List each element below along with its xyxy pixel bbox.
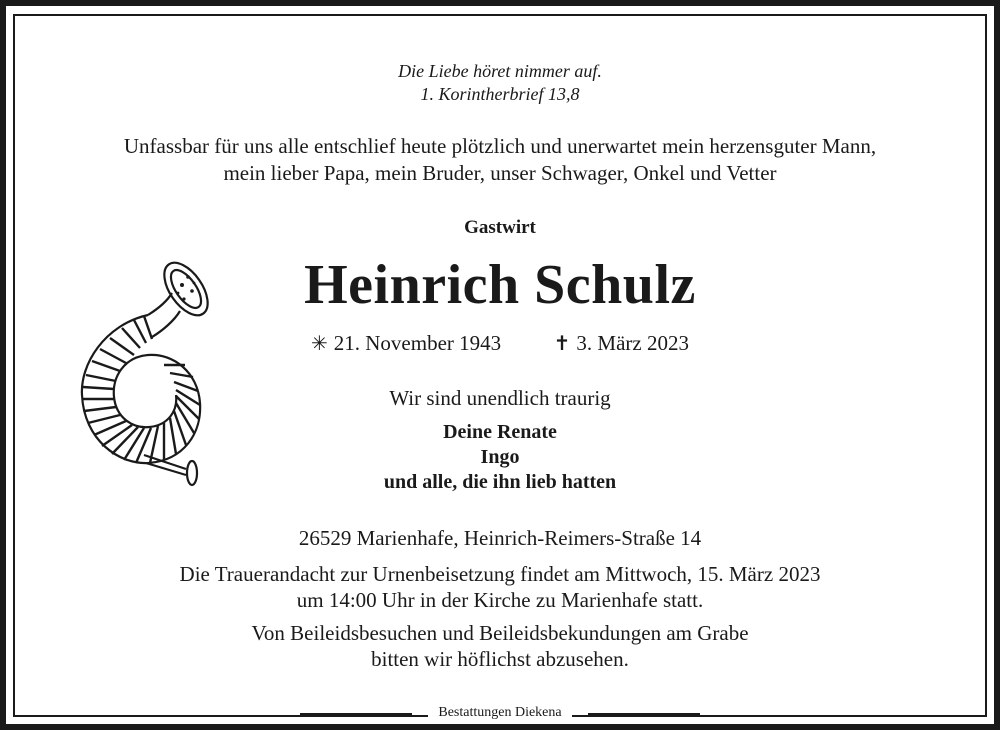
undertaker-footer	[300, 703, 700, 723]
survivor-line: Ingo	[480, 446, 520, 468]
profession: Gastwirt	[464, 217, 536, 238]
service-info	[0, 561, 1000, 613]
service-line-1: Die Trauerandacht zur Urnenbeisetzung findet am Mittwoch, 15. März 2023	[179, 562, 821, 586]
deceased-name: Heinrich Schulz	[304, 254, 696, 316]
mourning-statement: Wir sind unendlich traurig	[389, 386, 611, 410]
condolence-line-2: bitten wir höflichst abzusehen.	[371, 647, 629, 671]
birth-star-icon: ✳	[311, 333, 328, 355]
condolence-note	[0, 620, 1000, 672]
death-cross-icon: ✝	[553, 333, 571, 355]
condolence-line-1: Von Beileidsbesuchen und Beileidsbekundungen am Grabe	[251, 621, 749, 645]
service-line-2: um 14:00 Uhr in der Kirche zu Marienhafe statt.	[296, 588, 704, 612]
intro-line-2: mein lieber Papa, mein Bruder, unser Schwager, Onkel und Vetter	[223, 161, 777, 185]
undertaker-name: Bestattungen Diekena	[428, 704, 571, 722]
intro-text	[0, 133, 1000, 187]
post-horn-icon	[74, 255, 214, 495]
birth-date: 21. November 1943	[333, 331, 502, 355]
survivor-line: Deine Renate	[443, 421, 557, 443]
survivor-line: und alle, die ihn lieb hatten	[383, 471, 617, 493]
intro-line-1: Unfassbar für uns alle entschlief heute plötzlich und unerwartet mein herzensguter Mann,	[123, 134, 877, 158]
quote-line-2: 1. Korintherbrief 13,8	[420, 84, 580, 104]
address: 26529 Marienhafe, Heinrich-Reimers-Straße 14	[298, 526, 702, 550]
quote-line-1: Die Liebe höret nimmer auf.	[398, 61, 602, 81]
bible-quote	[0, 60, 1000, 106]
death-date: 3. März 2023	[576, 331, 689, 355]
